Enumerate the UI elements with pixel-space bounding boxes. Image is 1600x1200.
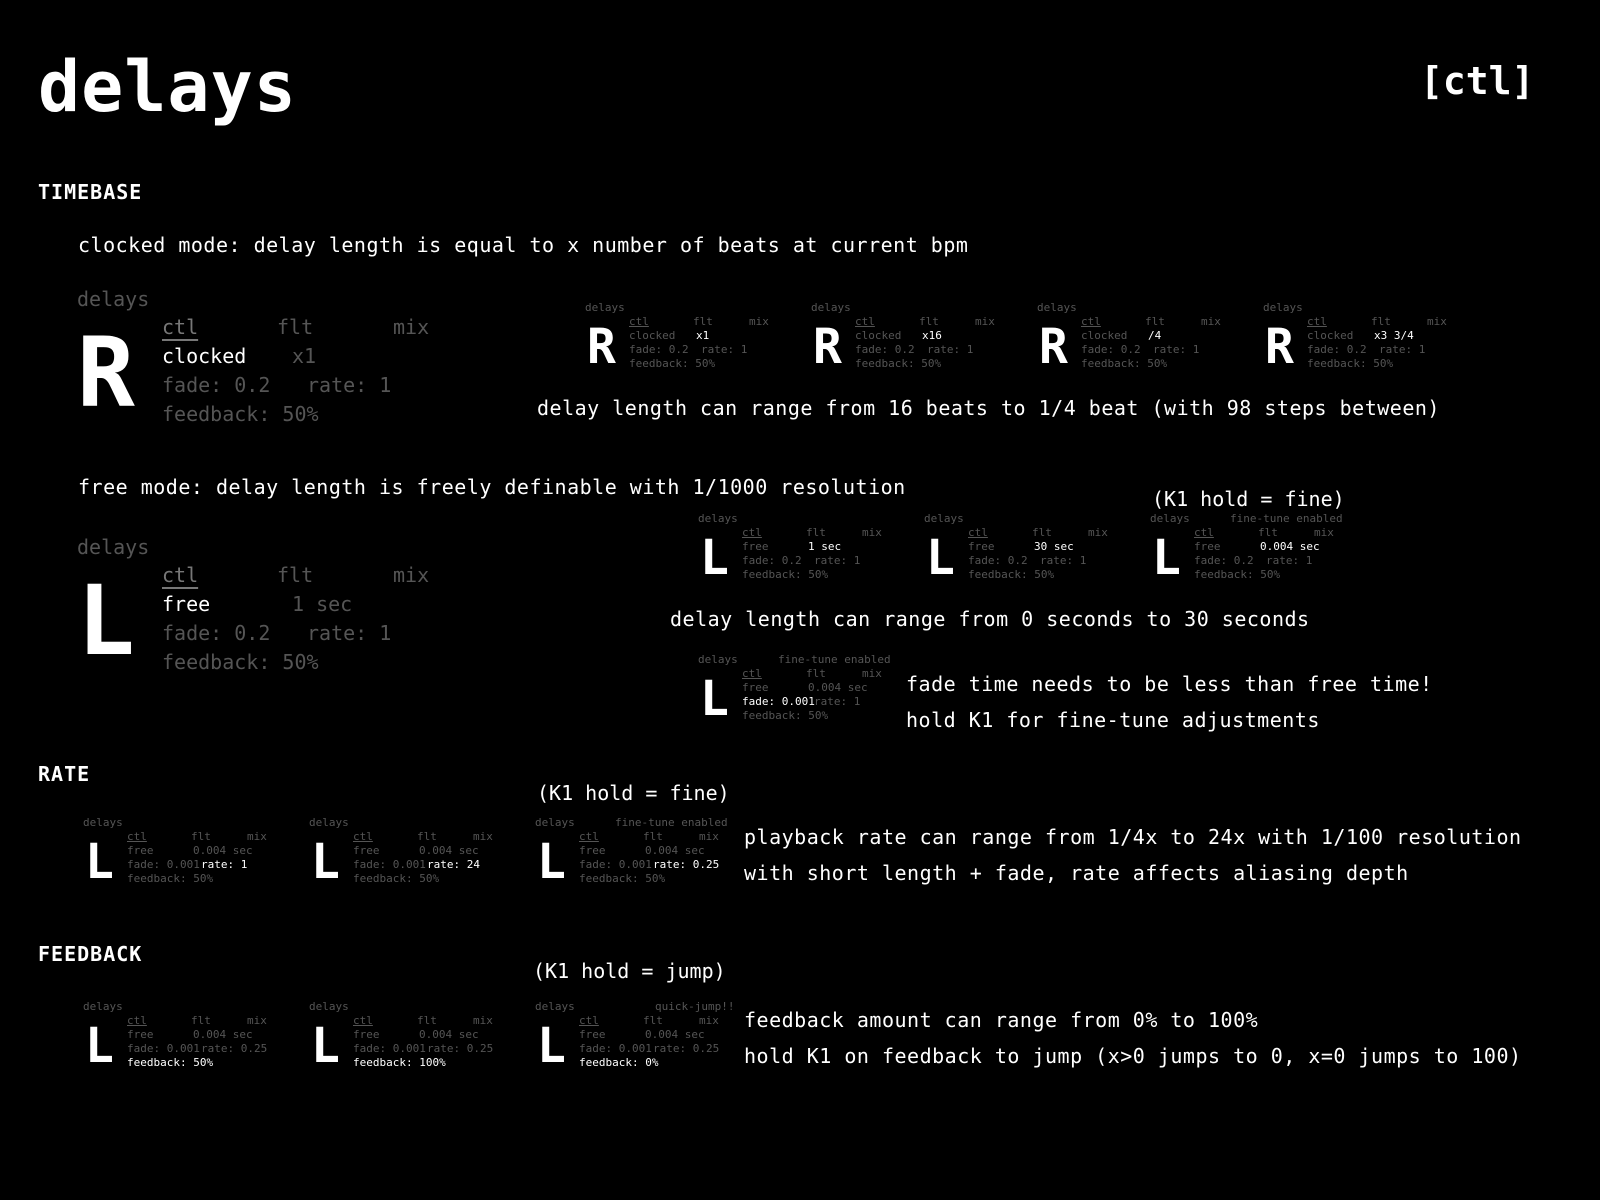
l-channel-icon: L (85, 1018, 114, 1074)
r-channel-icon: R (587, 319, 616, 375)
l-channel-icon: L (85, 834, 114, 890)
length-value: x1 (696, 329, 710, 342)
ctl-tab: ctl (353, 830, 373, 843)
flt-tab: flt (643, 1014, 663, 1027)
ctl-mark: [ctl] (1420, 59, 1535, 103)
flt-tab: flt (277, 315, 314, 339)
mode-value: free (1194, 540, 1221, 553)
feedback-value: feedback: 50% (127, 872, 214, 885)
mode-value: clocked (162, 344, 247, 368)
fade-value: fade: 0.001 (742, 695, 815, 708)
feedback-value: feedback: 50% (629, 357, 716, 370)
flt-tab: flt (191, 830, 211, 843)
feedback-value: feedback: 50% (579, 872, 666, 885)
r-channel-icon: R (1039, 319, 1068, 375)
flt-tab: flt (693, 315, 713, 328)
flt-tab: flt (277, 563, 314, 587)
rate-value: rate: 1 (307, 621, 392, 645)
screen-free-30sec (924, 512, 1124, 592)
k1-hold-fine-hint: (K1 hold = fine) (537, 781, 730, 805)
rate-aliasing-description: with short length + fade, rate affects aliasing depth (744, 861, 1409, 885)
rate-range-description: playback rate can range from 1/4x to 24x with 1/100 resolution (744, 825, 1522, 849)
feedback-value: feedback: 50% (855, 357, 942, 370)
screen-header: delays (1150, 512, 1190, 525)
feedback-value: feedback: 50% (162, 402, 319, 426)
fade-value: fade: 0.2 (629, 343, 689, 356)
mix-tab: mix (1314, 526, 1334, 539)
free-mode-description: free mode: delay length is freely definable with 1/1000 resolution (78, 475, 906, 499)
flt-tab: flt (643, 830, 663, 843)
rate-value: rate: 1 (1040, 554, 1087, 567)
screen-rate-1 (83, 816, 283, 896)
rate-value: rate: 24 (427, 858, 480, 871)
screen-header: delays (811, 301, 851, 314)
flt-tab: flt (1032, 526, 1052, 539)
length-value: 0.004 sec (808, 681, 868, 694)
l-channel-icon: L (311, 1018, 340, 1074)
screen-free-fade-fine (698, 653, 898, 733)
screen-feedback-quick-jump (535, 1000, 735, 1080)
fade-value: fade: 0.001 (127, 1042, 200, 1055)
mix-tab: mix (749, 315, 769, 328)
mode-value: clocked (1081, 329, 1128, 342)
ctl-tab: ctl (855, 315, 875, 328)
screen-header: delays (309, 816, 349, 829)
quick-jump-badge: quick-jump!! (655, 1000, 735, 1013)
mode-value: clocked (855, 329, 902, 342)
length-value: 1 sec (292, 592, 353, 616)
flt-tab: flt (806, 667, 826, 680)
mode-value: free (742, 540, 769, 553)
clocked-range-description: delay length can range from 16 beats to 1/4 beat (with 98 steps between) (537, 396, 1440, 420)
free-range-description: delay length can range from 0 seconds to 30 seconds (670, 607, 1310, 631)
screen-header: delays (309, 1000, 349, 1013)
flt-tab: flt (1371, 315, 1391, 328)
l-channel-icon: L (311, 834, 340, 890)
screen-feedback-50 (83, 1000, 283, 1080)
fade-value: fade: 0.2 (1081, 343, 1141, 356)
length-value: 0.004 sec (193, 844, 253, 857)
rate-value: rate: 1 (814, 695, 861, 708)
flt-tab: flt (806, 526, 826, 539)
screen-clocked-quarter (1037, 301, 1237, 381)
screen-free-fine (1150, 512, 1350, 592)
length-value: 30 sec (1034, 540, 1074, 553)
k1-hold-fine-hint: (K1 hold = fine) (1152, 487, 1345, 511)
screen-header: delays (1037, 301, 1077, 314)
fine-tune-badge: fine-tune enabled (778, 653, 891, 666)
rate-value: rate: 1 (814, 554, 861, 567)
ctl-tab: ctl (127, 1014, 147, 1027)
screen-header: delays (585, 301, 625, 314)
feedback-value: feedback: 50% (162, 650, 319, 674)
mix-tab: mix (247, 1014, 267, 1027)
mode-value: free (127, 844, 154, 857)
ctl-tab: ctl (742, 526, 762, 539)
ctl-tab: ctl (1307, 315, 1327, 328)
length-value: 0.004 sec (645, 1028, 705, 1041)
screen-clocked-x16 (811, 301, 1011, 381)
rate-value: rate: 1 (307, 373, 392, 397)
section-feedback: FEEDBACK (38, 942, 143, 966)
ctl-tab: ctl (742, 667, 762, 680)
feedback-value: feedback: 50% (1307, 357, 1394, 370)
rate-value: rate: 0.25 (653, 1042, 720, 1055)
fine-tune-badge: fine-tune enabled (615, 816, 728, 829)
screen-rate-24 (309, 816, 509, 896)
feedback-value: feedback: 50% (127, 1056, 214, 1069)
screen-header: delays (77, 535, 150, 559)
ctl-tab: ctl (162, 563, 199, 587)
mix-tab: mix (1201, 315, 1221, 328)
ctl-tab: ctl (162, 315, 199, 339)
feedback-jump-description: hold K1 on feedback to jump (x>0 jumps to 0, x=0 jumps to 100) (744, 1044, 1522, 1068)
fade-value: fade: 0.2 (1307, 343, 1367, 356)
fade-value: fade: 0.2 (855, 343, 915, 356)
screen-header: delays (698, 653, 738, 666)
length-value: 1 sec (808, 540, 842, 553)
screen-header: delays (83, 1000, 123, 1013)
mode-value: free (968, 540, 995, 553)
screen-big-clocked (77, 287, 457, 427)
l-channel-icon: L (700, 671, 729, 727)
feedback-value: feedback: 50% (968, 568, 1055, 581)
fade-value: fade: 0.2 (968, 554, 1028, 567)
flt-tab: flt (417, 830, 437, 843)
mode-value: free (353, 844, 380, 857)
mix-tab: mix (1427, 315, 1447, 328)
fade-value: fade: 0.001 (579, 858, 652, 871)
mode-value: free (579, 844, 606, 857)
feedback-value: feedback: 50% (742, 568, 829, 581)
length-value: x1 (292, 344, 317, 368)
fade-value: fade: 0.2 (162, 373, 271, 397)
screen-clocked-x3-3-4 (1263, 301, 1463, 381)
fine-tune-hint: hold K1 for fine-tune adjustments (906, 708, 1320, 732)
length-value: x3 3/4 (1374, 329, 1414, 342)
mode-value: clocked (1307, 329, 1354, 342)
mix-tab: mix (975, 315, 995, 328)
ctl-tab: ctl (1081, 315, 1101, 328)
ctl-tab: ctl (353, 1014, 373, 1027)
l-channel-icon: L (700, 530, 729, 586)
l-channel-icon: L (537, 834, 566, 890)
rate-value: rate: 0.25 (653, 858, 720, 871)
section-timebase: TIMEBASE (38, 180, 143, 204)
fade-value: fade: 0.001 (353, 858, 426, 871)
l-channel-icon: L (77, 565, 135, 677)
ctl-tab: ctl (629, 315, 649, 328)
screen-rate-fine (535, 816, 735, 896)
rate-value: rate: 0.25 (201, 1042, 268, 1055)
mix-tab: mix (393, 315, 430, 339)
ctl-tab: ctl (1194, 526, 1214, 539)
r-channel-icon: R (813, 319, 842, 375)
flt-tab: flt (417, 1014, 437, 1027)
feedback-value: feedback: 50% (1194, 568, 1281, 581)
ctl-tab: ctl (579, 1014, 599, 1027)
mix-tab: mix (473, 1014, 493, 1027)
flt-tab: flt (1258, 526, 1278, 539)
mix-tab: mix (699, 1014, 719, 1027)
rate-value: rate: 1 (701, 343, 748, 356)
flt-tab: flt (191, 1014, 211, 1027)
feedback-range-description: feedback amount can range from 0% to 100% (744, 1008, 1259, 1032)
length-value: 0.004 sec (419, 844, 479, 857)
mix-tab: mix (247, 830, 267, 843)
mode-value: clocked (629, 329, 676, 342)
flt-tab: flt (1145, 315, 1165, 328)
length-value: 0.004 sec (193, 1028, 253, 1041)
feedback-value: feedback: 50% (742, 709, 829, 722)
screen-header: delays (698, 512, 738, 525)
k1-hold-jump-hint: (K1 hold = jump) (533, 959, 726, 983)
length-value: x16 (922, 329, 942, 342)
screen-header: delays (924, 512, 964, 525)
length-value: 0.004 sec (1260, 540, 1320, 553)
rate-value: rate: 1 (1266, 554, 1313, 567)
feedback-value: feedback: 0% (579, 1056, 659, 1069)
ctl-tab: ctl (968, 526, 988, 539)
mix-tab: mix (862, 526, 882, 539)
mode-value: free (579, 1028, 606, 1041)
l-channel-icon: L (537, 1018, 566, 1074)
ctl-tab: ctl (579, 830, 599, 843)
rate-value: rate: 1 (201, 858, 248, 871)
l-channel-icon: L (1152, 530, 1181, 586)
mix-tab: mix (699, 830, 719, 843)
screen-header: delays (77, 287, 150, 311)
fade-value: fade: 0.2 (162, 621, 271, 645)
mode-value: free (162, 592, 211, 616)
screen-header: delays (83, 816, 123, 829)
mix-tab: mix (473, 830, 493, 843)
length-value: 0.004 sec (419, 1028, 479, 1041)
mode-value: free (127, 1028, 154, 1041)
screen-clocked-x1 (585, 301, 785, 381)
rate-value: rate: 1 (1379, 343, 1426, 356)
mode-value: free (742, 681, 769, 694)
section-rate: RATE (38, 762, 91, 786)
mix-tab: mix (862, 667, 882, 680)
fade-value: fade: 0.2 (742, 554, 802, 567)
r-channel-icon: R (1265, 319, 1294, 375)
screen-header: delays (1263, 301, 1303, 314)
r-channel-icon: R (77, 317, 135, 429)
screen-big-free (77, 535, 457, 675)
l-channel-icon: L (926, 530, 955, 586)
screen-header: delays (535, 1000, 575, 1013)
screen-feedback-100 (309, 1000, 509, 1080)
length-value: /4 (1148, 329, 1162, 342)
fade-value: fade: 0.001 (127, 858, 200, 871)
mix-tab: mix (1088, 526, 1108, 539)
fade-value: fade: 0.2 (1194, 554, 1254, 567)
clocked-mode-description: clocked mode: delay length is equal to x number of beats at current bpm (78, 233, 969, 257)
fade-value: fade: 0.001 (353, 1042, 426, 1055)
feedback-value: feedback: 50% (1081, 357, 1168, 370)
fade-value: fade: 0.001 (579, 1042, 652, 1055)
rate-value: rate: 0.25 (427, 1042, 494, 1055)
feedback-value: feedback: 100% (353, 1056, 446, 1069)
fine-tune-badge: fine-tune enabled (1230, 512, 1343, 525)
length-value: 0.004 sec (645, 844, 705, 857)
rate-value: rate: 1 (1153, 343, 1200, 356)
mode-value: free (353, 1028, 380, 1041)
fade-warning: fade time needs to be less than free time! (906, 672, 1433, 696)
flt-tab: flt (919, 315, 939, 328)
screen-free-1sec (698, 512, 898, 592)
rate-value: rate: 1 (927, 343, 974, 356)
feedback-value: feedback: 50% (353, 872, 440, 885)
page-title: delays (38, 46, 297, 128)
mix-tab: mix (393, 563, 430, 587)
screen-header: delays (535, 816, 575, 829)
ctl-tab: ctl (127, 830, 147, 843)
